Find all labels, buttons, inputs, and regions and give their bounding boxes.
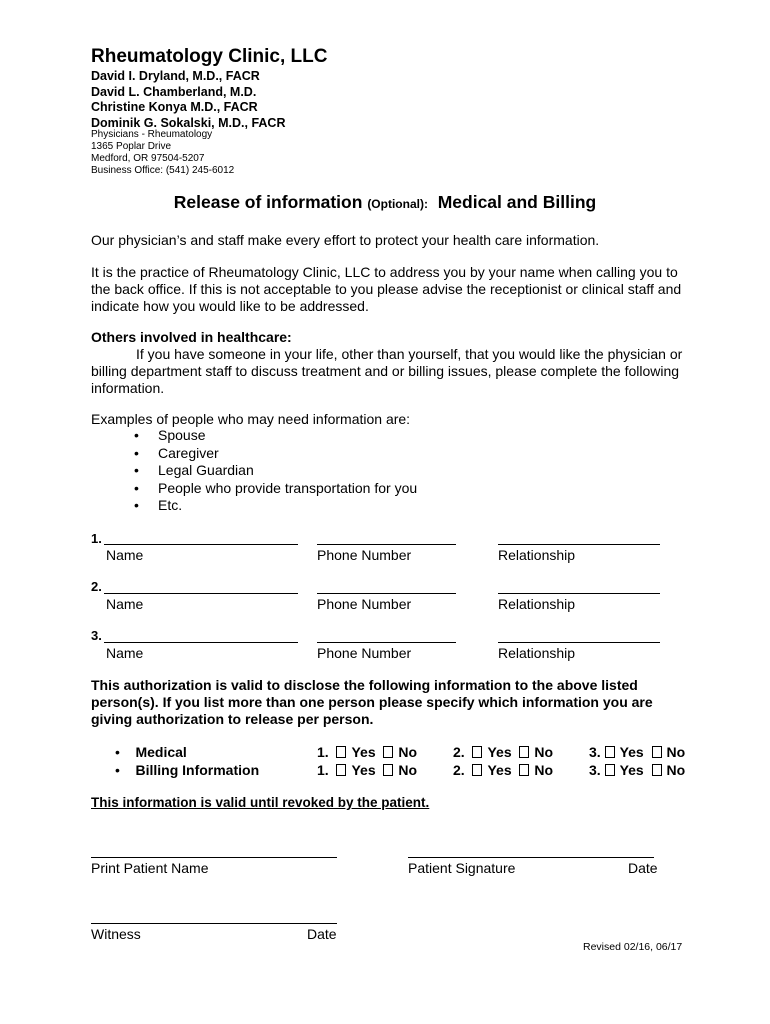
yes-checkbox[interactable] bbox=[605, 764, 615, 776]
phone-field-line[interactable] bbox=[317, 593, 456, 594]
medical-option-label: • Medical bbox=[115, 744, 187, 760]
doctor-name: Christine Konya M.D., FACR bbox=[91, 100, 258, 114]
list-item: • Etc. bbox=[91, 497, 417, 515]
no-checkbox[interactable] bbox=[652, 764, 662, 776]
doctor-name: David L. Chamberland, M.D. bbox=[91, 85, 257, 99]
relationship-label: Relationship bbox=[498, 547, 576, 563]
examples-intro: Examples of people who may need information are: bbox=[91, 411, 411, 427]
phone-label: Phone Number bbox=[317, 596, 412, 612]
address-line: 1365 Poplar Drive bbox=[91, 141, 172, 152]
name-label: Name bbox=[106, 547, 144, 563]
relationship-label: Relationship bbox=[498, 645, 576, 661]
contact-number: 1. bbox=[91, 531, 102, 546]
contact-number: 3. bbox=[91, 628, 102, 643]
no-checkbox[interactable] bbox=[383, 746, 393, 758]
list-item: • Legal Guardian bbox=[91, 462, 417, 480]
no-checkbox[interactable] bbox=[519, 746, 529, 758]
contact-number: 2. bbox=[91, 579, 102, 594]
address-line: Medford, OR 97504-5207 bbox=[91, 153, 205, 164]
business-office-phone: Business Office: (541) 245-6012 bbox=[91, 165, 235, 176]
examples-list bbox=[91, 427, 417, 515]
print-name-line[interactable] bbox=[91, 857, 337, 858]
doctor-name: David I. Dryland, M.D., FACR bbox=[91, 69, 260, 83]
no-checkbox[interactable] bbox=[519, 764, 529, 776]
billing-option-label: • Billing Information bbox=[115, 762, 260, 778]
clinic-name: Rheumatology Clinic, LLC bbox=[91, 46, 328, 67]
signature-line[interactable] bbox=[408, 857, 654, 858]
witness-label: Witness bbox=[91, 926, 141, 942]
name-label: Name bbox=[106, 596, 144, 612]
medical-choice-1: 1. Yes No bbox=[317, 744, 418, 760]
yes-checkbox[interactable] bbox=[605, 746, 615, 758]
yes-checkbox[interactable] bbox=[472, 746, 482, 758]
billing-choice-2: 2. Yes No bbox=[453, 762, 554, 778]
authorization-text: This authorization is valid to disclose the following information to the above listed person(s). If you list more than one person please specify which information you are giving authorization to release per person. bbox=[91, 677, 653, 727]
privacy-paragraph: Our physician’s and staff make every effort to protect your health care information. bbox=[91, 232, 600, 248]
list-item: • Spouse bbox=[91, 427, 417, 445]
relationship-field-line[interactable] bbox=[498, 544, 660, 545]
title-main: Release of information bbox=[173, 192, 363, 212]
medical-choice-3: 3. Yes No bbox=[589, 744, 686, 760]
billing-choice-1: 1. Yes No bbox=[317, 762, 418, 778]
list-item: • People who provide transportation for you bbox=[91, 480, 417, 498]
address-line: Physicians - Rheumatology bbox=[91, 129, 213, 140]
name-field-line[interactable] bbox=[104, 544, 298, 545]
phone-label: Phone Number bbox=[317, 645, 412, 661]
no-checkbox[interactable] bbox=[383, 764, 393, 776]
list-item: • Caregiver bbox=[91, 445, 417, 463]
witness-line[interactable] bbox=[91, 923, 337, 924]
print-patient-name-label: Print Patient Name bbox=[91, 860, 209, 876]
others-paragraph-line1: If you have someone in your life, other than yourself, that you would like the physician or bbox=[136, 346, 683, 362]
name-label: Name bbox=[106, 645, 144, 661]
relationship-label: Relationship bbox=[498, 596, 576, 612]
name-calling-paragraph: It is the practice of Rheumatology Clinic, LLC to address you by your name when calling you to the back office. If this is not acceptable to you please advise the receptionist or clinical staff and indicate how you would like to be addressed. bbox=[91, 264, 682, 314]
title-optional: (Optional): bbox=[367, 197, 428, 211]
others-paragraph-rest: billing department staff to discuss treatment and or billing issues, please complete the following information. bbox=[91, 363, 680, 396]
patient-signature-label: Patient Signature bbox=[408, 860, 516, 876]
signature-date-label: Date bbox=[628, 860, 658, 876]
witness-date-label: Date bbox=[307, 926, 337, 942]
relationship-field-line[interactable] bbox=[498, 593, 660, 594]
title-subtitle: Medical and Billing bbox=[437, 192, 597, 212]
yes-checkbox[interactable] bbox=[336, 746, 346, 758]
revision-date: Revised 02/16, 06/17 bbox=[583, 941, 683, 953]
phone-field-line[interactable] bbox=[317, 544, 456, 545]
doctor-name: Dominik G. Sokalski, M.D., FACR bbox=[91, 116, 286, 130]
no-checkbox[interactable] bbox=[652, 746, 662, 758]
phone-label: Phone Number bbox=[317, 547, 412, 563]
name-field-line[interactable] bbox=[104, 593, 298, 594]
phone-field-line[interactable] bbox=[317, 642, 456, 643]
document-title bbox=[0, 192, 770, 213]
valid-until-statement: This information is valid until revoked by the patient. bbox=[91, 795, 430, 810]
yes-checkbox[interactable] bbox=[472, 764, 482, 776]
yes-checkbox[interactable] bbox=[336, 764, 346, 776]
name-field-line[interactable] bbox=[104, 642, 298, 643]
relationship-field-line[interactable] bbox=[498, 642, 660, 643]
others-heading: Others involved in healthcare: bbox=[91, 329, 292, 345]
medical-choice-2: 2. Yes No bbox=[453, 744, 554, 760]
billing-choice-3: 3. Yes No bbox=[589, 762, 686, 778]
